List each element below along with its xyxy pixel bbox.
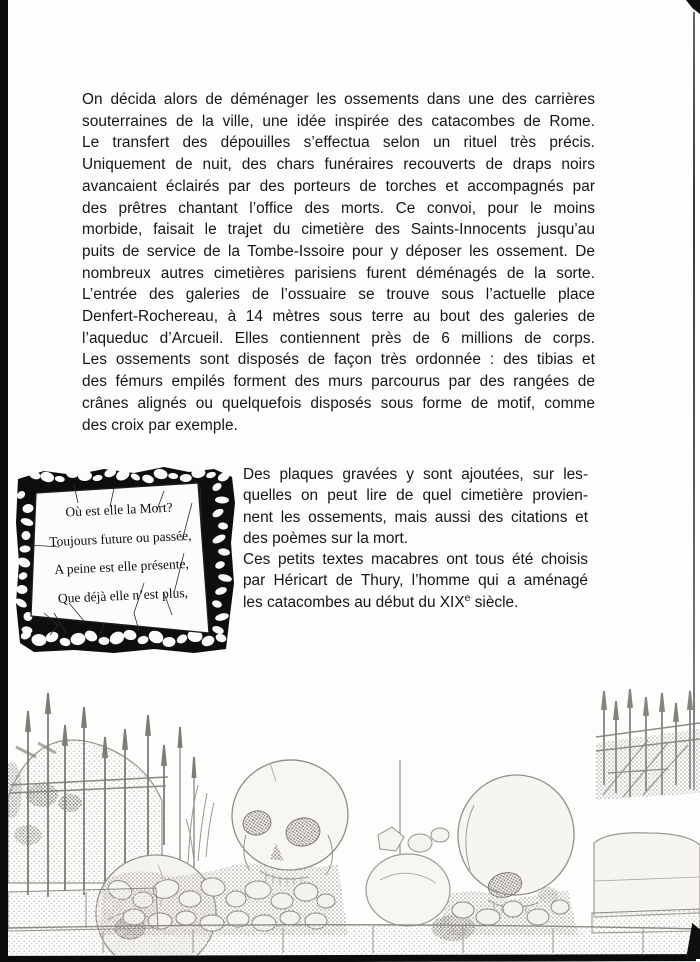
- text-line: des poèmes sur la mort.: [243, 529, 409, 547]
- side-paragraph-2-final-line: [243, 592, 588, 613]
- text-line: quelles on peut lire de quel cimetière provien-: [243, 487, 588, 505]
- stone-block-right: [594, 833, 700, 917]
- text-line: On décida alors de déménager les ossements dans une des carrières: [82, 91, 595, 108]
- side-column: [243, 464, 588, 613]
- text-line: Les ossements sont disposés de façon très ordonnée : des tibias et: [82, 351, 595, 369]
- text-line: Uniquement de nuit, des chars funéraires recouverts de draps noirs: [82, 156, 595, 174]
- text-line: Denfert-Rochereau, à 14 mètres sous terre au bout des galeries de: [82, 308, 595, 326]
- text-line: Ces petits textes macabres ont tous été choisis: [243, 551, 588, 569]
- superscript-e: e: [464, 591, 471, 604]
- scan-corner-top-right: [682, 0, 700, 14]
- text-line: des croix par exemple.: [82, 416, 238, 434]
- text-line: puits de service de la Tombe-Issoire pour y déposer les ossement. De: [82, 242, 595, 260]
- side-paragraph-1: [243, 464, 588, 549]
- text-line: Des plaques gravées y sont ajoutées, sur les-: [243, 466, 588, 483]
- scan-edge-left: [0, 0, 8, 962]
- lattice-right: [596, 723, 700, 800]
- final-line-end: siècle.: [470, 593, 519, 611]
- text-line: des prêtres chantant l’office des morts. Ce convoi, pour le moins: [82, 199, 595, 217]
- text-line: nent les ossements, mais aussi des citations et: [243, 508, 588, 526]
- text-line: l’aqueduc d’Arcueil. Elles contiennent près de 6 millions de corps.: [82, 329, 595, 347]
- vertebrae-bones: [366, 827, 450, 926]
- text-line: A peine est elle présente,: [54, 556, 190, 578]
- text-line: par Héricart de Thury, l’homme qui a aménagé: [243, 572, 588, 590]
- plaque-poem: [29, 492, 212, 614]
- ossuary-skulls-drawing: [8, 685, 700, 955]
- grass-tuft: [186, 785, 214, 863]
- text-line: morbide, faisait le trajet du cimetière des Saints-Innocents jusqu’au: [82, 221, 595, 239]
- scan-edge-bottom: [8, 954, 696, 962]
- text-line: L’entrée des galeries de l’ossuaire se trouve sous l’actuelle place: [82, 286, 595, 304]
- text-line: nombreux autres cimetières parisiens furent déménagés de la sorte.: [82, 264, 595, 282]
- main-paragraph: [82, 89, 595, 436]
- text-line: des fémurs empilés forment des murs parcourus par des rangées de: [82, 373, 595, 391]
- final-line-text: les catacombes au début du XIX: [243, 593, 465, 611]
- scan-edge-right: [693, 12, 695, 790]
- text-line: avancaient éclairés par des porteurs de torches et accompagnés par: [82, 177, 595, 195]
- side-paragraph-2: [243, 549, 588, 592]
- text-line: souterraines de la ville, une idée inspirée des catacombes de Rome.: [82, 112, 595, 130]
- text-line: Le transfert des dépouilles s’effectua selon un rituel très précis.: [82, 134, 595, 152]
- text-line: Toujours future ou passée,: [48, 527, 192, 549]
- plaque-illustration: [14, 463, 236, 655]
- text-line: Où est elle la Mort?: [65, 499, 173, 520]
- text-line: crânes alignés ou quelquefois disposés sous forme de motif, comme: [82, 394, 595, 412]
- text-line: Que déjà elle n’est plus,: [57, 584, 189, 606]
